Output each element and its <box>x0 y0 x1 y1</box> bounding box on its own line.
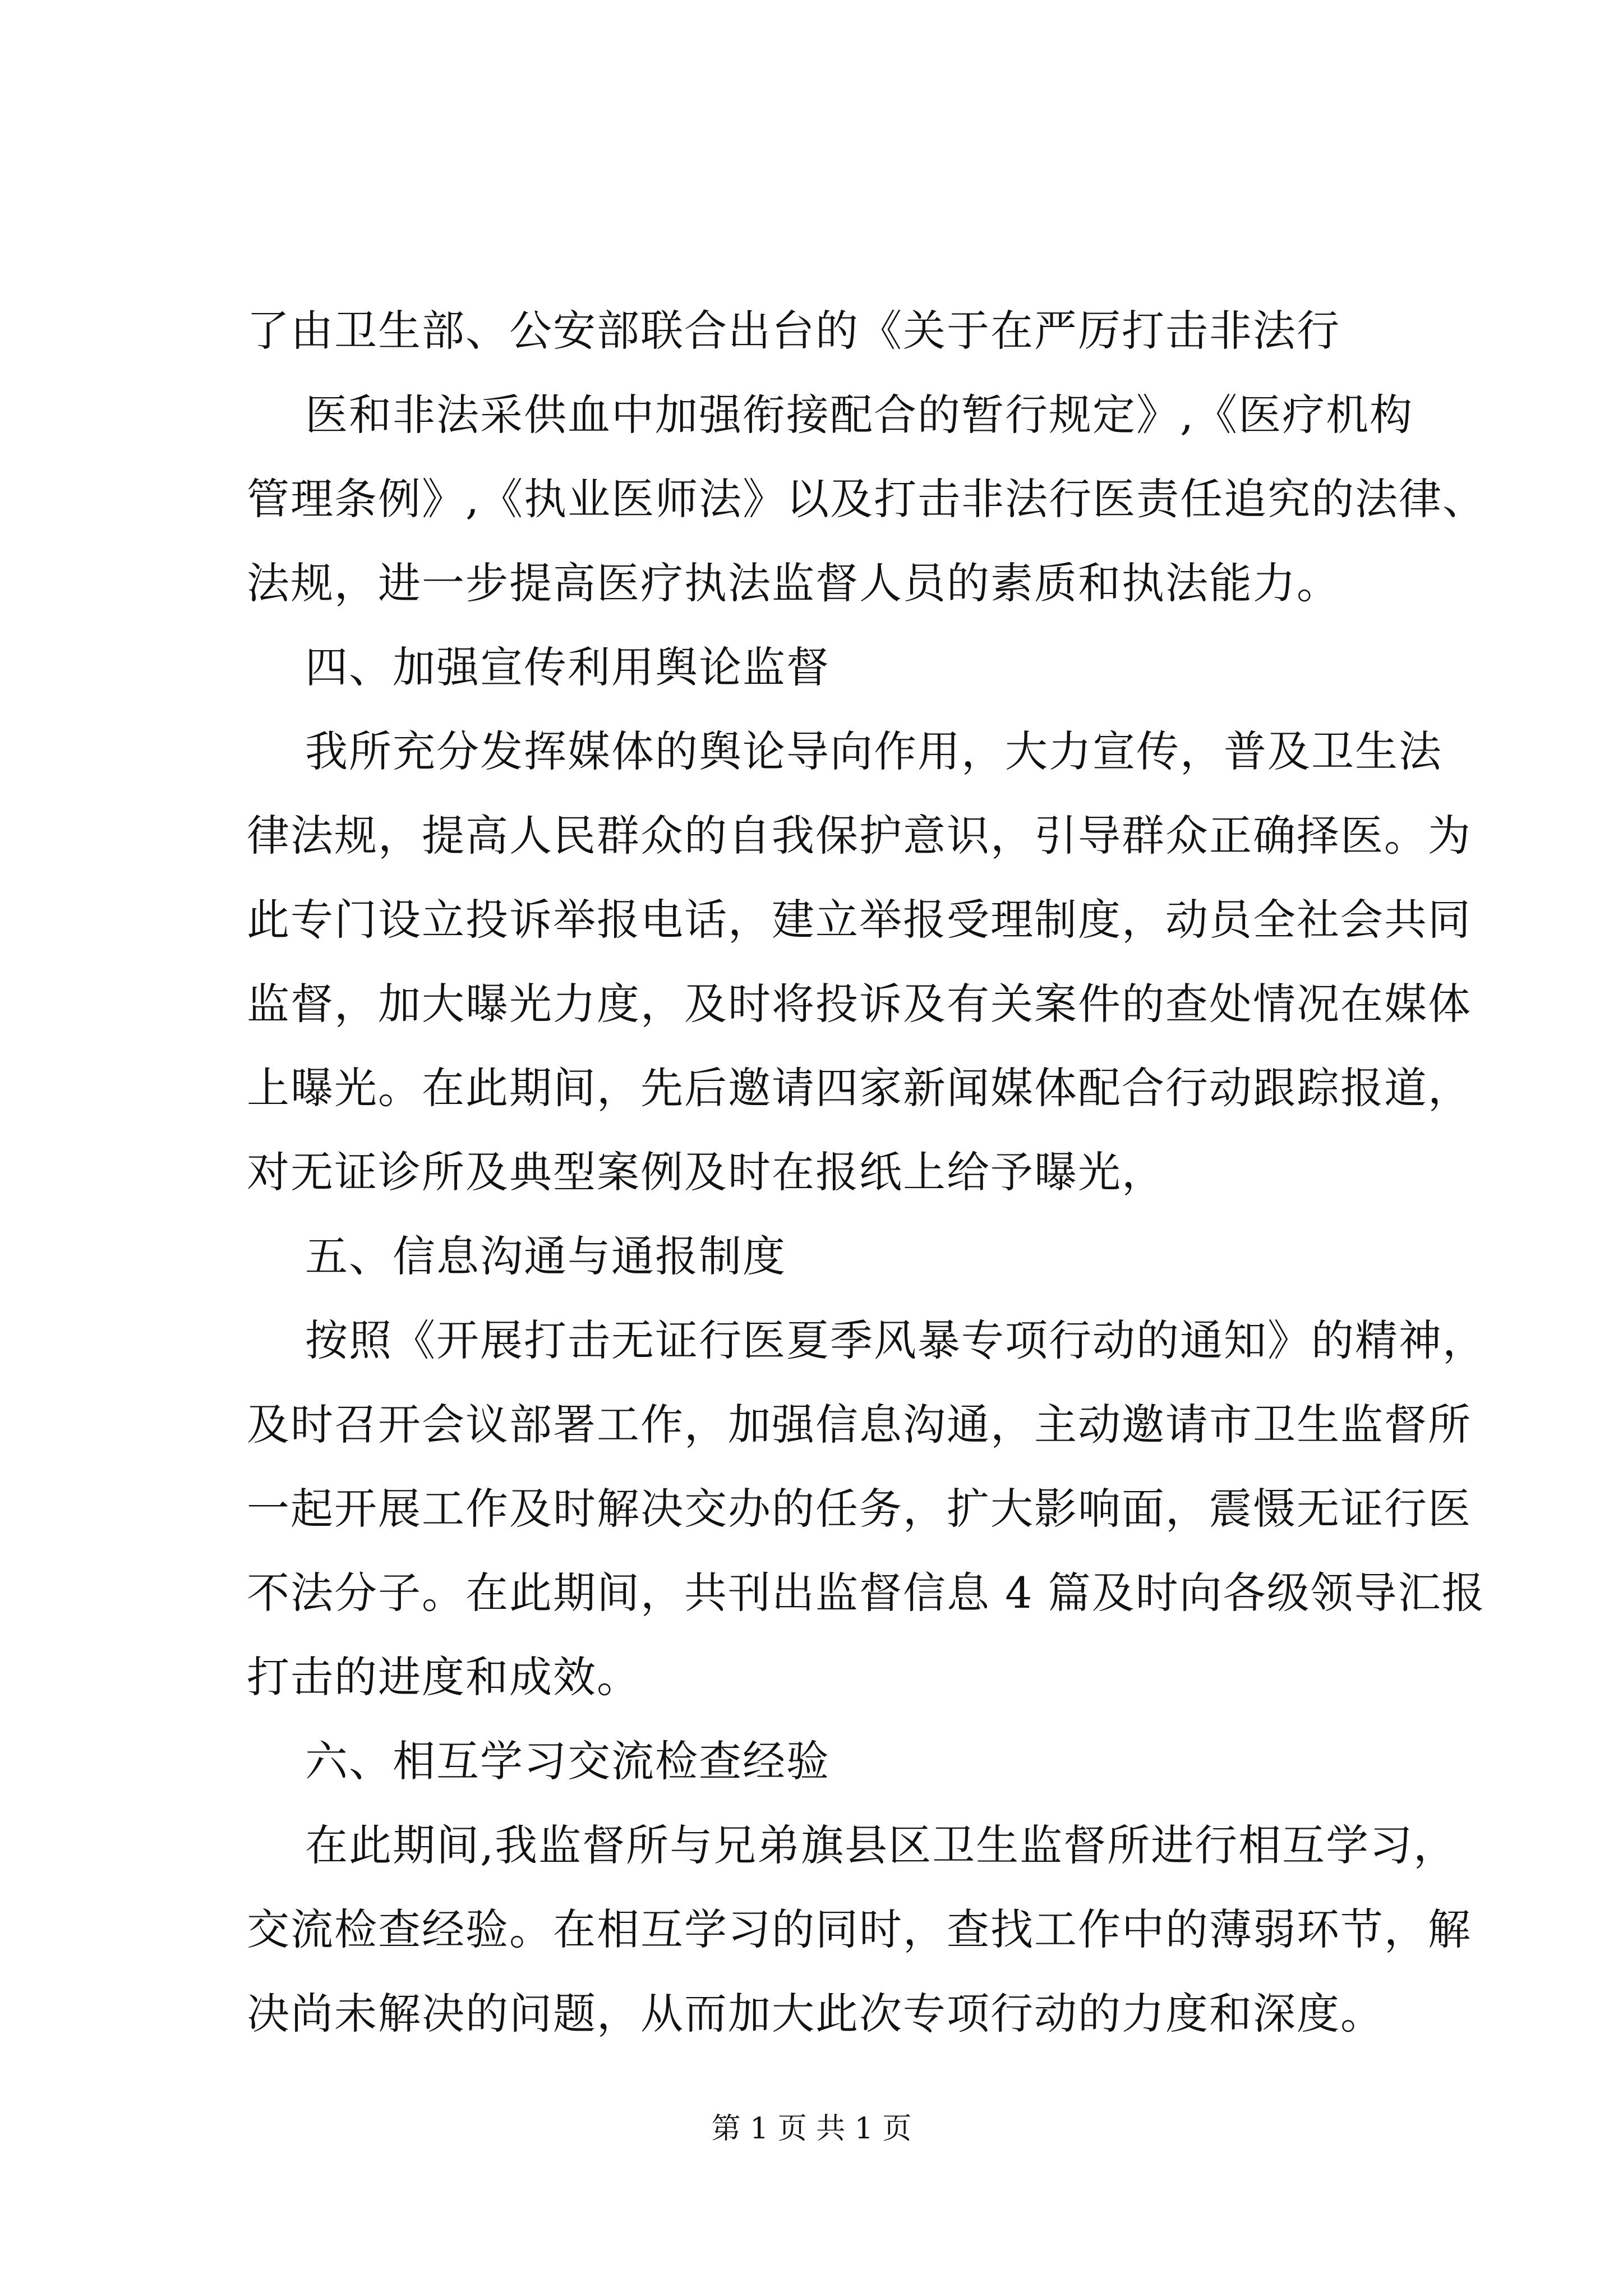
body-line-21: 决尚未解决的问题，从而加大此次专项行动的力度和深度。 <box>247 1989 1384 2039</box>
section-heading-5: 五、信息沟通与通报制度 <box>305 1231 786 1281</box>
body-line-16: 不法分子。在此期间，共刊出监督信息 4 篇及时向各级领导汇报 <box>247 1568 1486 1618</box>
page-number-footer: 第 1 页 共 1 页 <box>711 2112 912 2146</box>
body-line-9: 监督，加大曝光力度，及时将投诉及有关案件的查处情况在媒体 <box>247 979 1472 1029</box>
body-line-13: 按照《开展打击无证行医夏季风暴专项行动的通知》的精神， <box>305 1315 1486 1365</box>
body-line-20: 交流检查经验。在相互学习的同时，查找工作中的薄弱环节，解 <box>247 1904 1472 1954</box>
body-line-3: 管理条例》,《执业医师法》以及打击非法行医责任追究的法律、 <box>247 474 1487 524</box>
body-line-15: 一起开展工作及时解决交办的任务，扩大影响面，震慑无证行医 <box>247 1484 1472 1534</box>
body-line-4: 法规，进一步提高医疗执法监督人员的素质和执法能力。 <box>247 558 1340 608</box>
body-line-1: 了由卫生部、公安部联合出台的《关于在严厉打击非法行 <box>247 306 1340 356</box>
body-line-10: 上曝光。在此期间，先后邀请四家新闻媒体配合行动跟踪报道， <box>247 1063 1472 1113</box>
section-heading-6: 六、相互学习交流检查经验 <box>305 1736 830 1786</box>
body-line-6: 我所充分发挥媒体的舆论导向作用，大力宣传，普及卫生法 <box>305 726 1442 776</box>
body-line-2: 医和非法采供血中加强衔接配合的暂行规定》,《医疗机构 <box>305 390 1414 440</box>
body-line-19: 在此期间,我监督所与兄弟旗县区卫生监督所进行相互学习， <box>305 1820 1458 1870</box>
body-line-14: 及时召开会议部署工作，加强信息沟通，主动邀请市卫生监督所 <box>247 1400 1472 1450</box>
section-heading-4: 四、加强宣传利用舆论监督 <box>305 642 830 692</box>
body-line-8: 此专门设立投诉举报电话，建立举报受理制度，动员全社会共同 <box>247 895 1472 945</box>
body-line-17: 打击的进度和成效。 <box>247 1652 640 1702</box>
body-line-11: 对无证诊所及典型案例及时在报纸上给予曝光， <box>247 1147 1165 1197</box>
body-line-7: 律法规，提高人民群众的自我保护意识，引导群众正确择医。为 <box>247 811 1472 861</box>
